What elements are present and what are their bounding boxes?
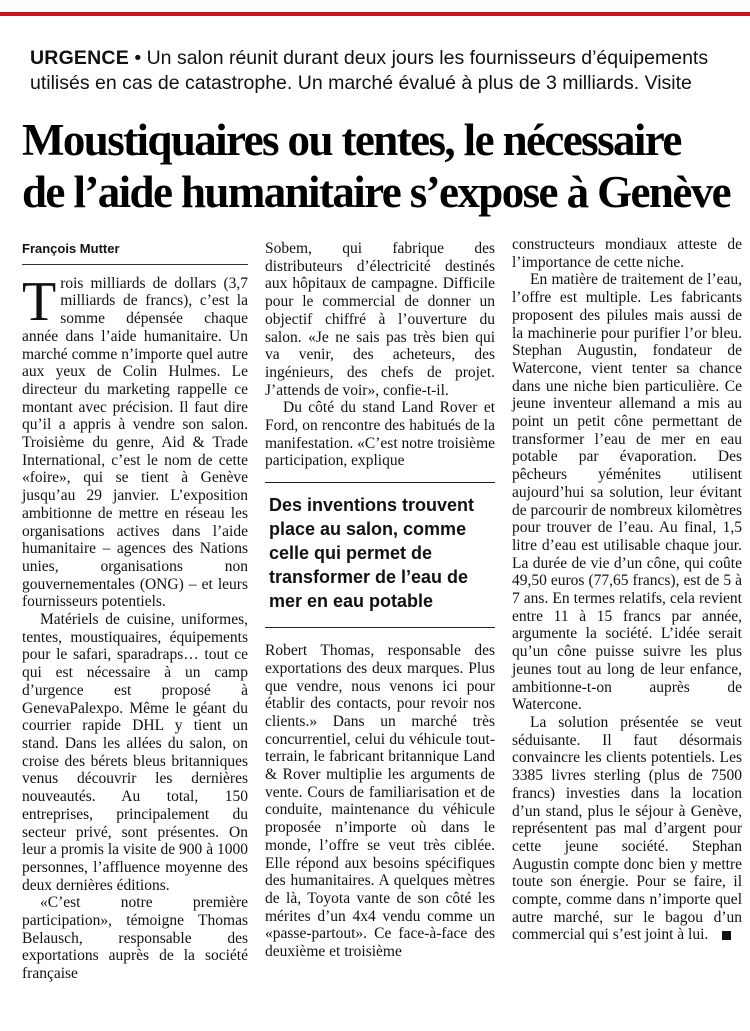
- kicker-tag: URGENCE: [30, 47, 129, 69]
- kicker: [30, 46, 730, 96]
- paragraph-text: La solution présentée se veut séduisante. Il faut désormais convaincre les clients potentiels. Les 3385 livres sterling (plus de 7500 francs) investies dans la location d’un stand, plus le séjour à Genève, représentent pas mal d’argent pour cette jeune société. Stephan Augustin compte donc bien y mettre toute son énergie. Pour se faire, il compte, comme dans n’importe quel autre marché, sur le bagou d’un commercial qui s’est joint à lui.: [512, 713, 742, 944]
- headline: [22, 114, 742, 218]
- end-mark-icon: [722, 931, 731, 940]
- headline-line-2: de l’aide humanitaire s’expose à Genève: [22, 167, 730, 217]
- paragraph: Sobem, qui fabrique des distributeurs d’électricité destinés aux hôpitaux de campagne. Difficile pour le commercial de donner un objectif chiffré à l’ouverture du salon. «Je ne sais pas très bien qui va venir, des acheteurs, des ingénieurs, des chefs de projet. J’attends de voir», confie-t-il.: [265, 240, 495, 399]
- top-rule: [0, 12, 750, 16]
- kicker-bullet: •: [134, 47, 142, 69]
- paragraph: Du côté du stand Land Rover et Ford, on rencontre des habitués de la manifestation. «C’est notre troisième participation, explique: [265, 399, 495, 470]
- article-column-1: [22, 240, 248, 983]
- paragraph: Matériels de cuisine, uniformes, tentes, moustiquaires, équipements pour le safari, sparadraps… tout ce qui est nécessaire à un camp d’urgence est proposé à GenevaPalexpo. Même le géant du courrier rapide DHL y tient un stand. Dans les allées du salon, on croise des bérets bleus britanniques venus découvrir les dernières nouveautés. Au total, 150 entreprises, principalement du secteur privé, sont présentes. On leur a promis la visite de 900 à 1000 personnes, l’affluence moyenne des deux dernières éditions.: [22, 611, 248, 894]
- paragraph: «C’est notre première participation», témoigne Thomas Belausch, responsable des exportations auprès de la société française: [22, 894, 248, 983]
- paragraph-text: rois milliards de dollars (3,7 milliards de francs), c’est la somme dépensée chaque année dans l’aide humanitaire. Un marché comme n’importe quel autre aux yeux de Colin Hulmes. Le directeur du marketing rappelle ce montant avec précision. Il faut dire qu’il a appris à vendre son salon. Troisième du genre, Aid & Trade International, c’est le nom de cette «foire», qui se tient à Genève jusqu’au 29 janvier. L’exposition ambitionne de mettre en réseau les organisations actives dans l’aide humanitaire – agences des Nations unies, organisations non gouvernementales (ONG) – et leurs fournisseurs potentiels.: [22, 274, 248, 611]
- drop-cap: T: [22, 270, 57, 333]
- paragraph: constructeurs mondiaux atteste de l’importance de cette niche.: [512, 236, 742, 271]
- article-column-3: [512, 236, 742, 944]
- article-column-2: [265, 240, 495, 961]
- byline: François Mutter: [22, 240, 248, 265]
- pull-quote: Des inventions trouvent place au salon, comme celle qui permet de transformer de l’eau de mer en eau potable: [265, 482, 495, 628]
- paragraph: [22, 270, 248, 611]
- paragraph: [512, 714, 742, 944]
- paragraph: Robert Thomas, responsable des exportations des deux marques. Plus que vendre, nous venons ici pour établir des contacts, pour revoir nos clients.» Dans un marché très concurrentiel, celui du véhicule tout-terrain, le fabricant britannique Land & Rover multiplie les arguments de vente. Cours de familiarisation et de conduite, maintenance du véhicule proposée n’importe où dans le monde, l’offre se veut très ciblée. Elle répond aux besoins spécifiques des humanitaires. A quelques mètres de là, Toyota vante de son côté les mérites d’un 4x4 vendu comme un «passe-partout». Ce face-à-face des deuxième et troisième: [265, 642, 495, 961]
- paragraph: En matière de traitement de l’eau, l’offre est multiple. Les fabricants proposent des pilules mais aussi de la machinerie pour purifier l’or bleu. Stephan Augustin, fondateur de Watercone, vient tenter sa chance dans une niche bien particulière. Ce jeune inventeur allemand a mis au point un petit cône permettant de transformer l’eau de mer en eau potable par évaporation. Des pêcheurs yéménites utilisent aujourd’hui sa solution, leur évitant de parcourir de nombreux kilomètres pour trouver de l’eau. Au final, 1,5 litre d’eau est utilisable chaque jour. La durée de vie d’un cône, qui coûte 49,50 euros (77,65 francs), est de 5 à 7 ans. En termes relatifs, cela revient entre 11 à 15 francs par année, argumente la société. L’idée serait qu’un cône puisse suivre les plus jeunes tout au long de leur enfance, ambitionne-t-on auprès de Watercone.: [512, 271, 742, 714]
- kicker-text: Un salon réunit durant deux jours les fournisseurs d’équipements utilisés en cas de catastrophe. Un marché évalué à plus de 3 milliards. Visite: [30, 47, 709, 94]
- headline-line-1: Moustiquaires ou tentes, le nécessaire: [22, 115, 681, 165]
